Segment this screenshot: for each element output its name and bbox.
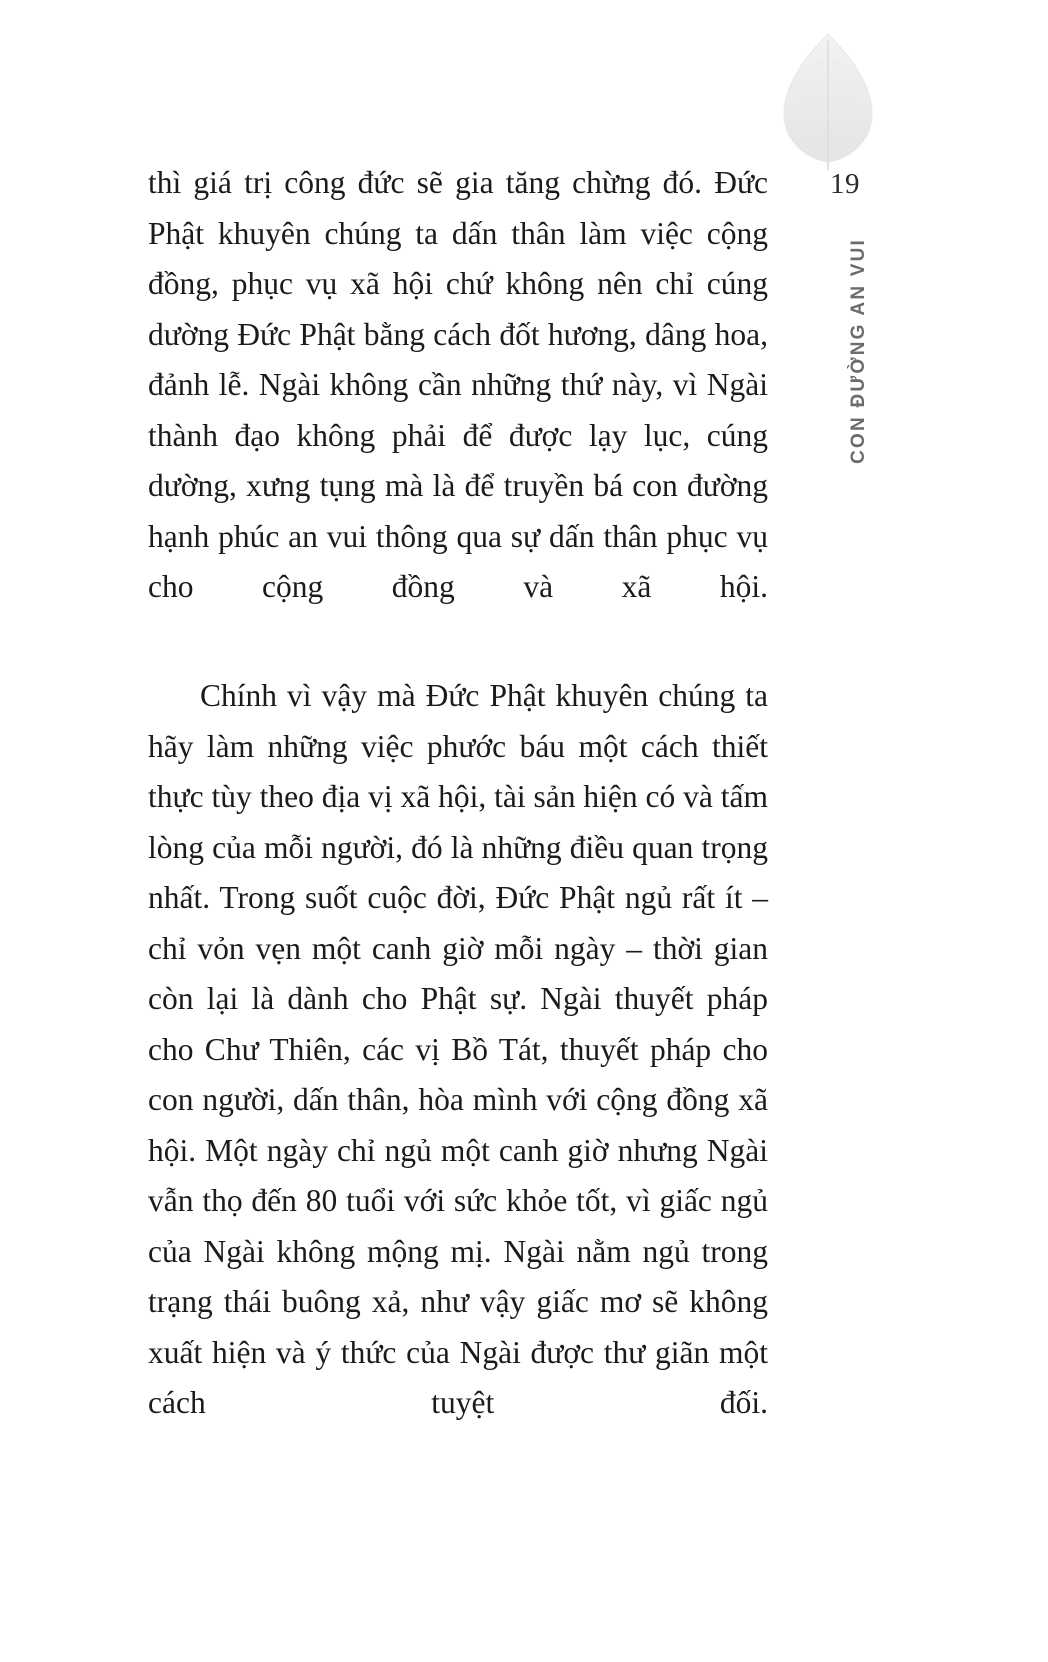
page-number: 19: [830, 168, 860, 200]
paragraph: Chính vì vậy mà Đức Phật khuyên chúng ta hãy làm những việc phước báu một cách thiết thực tùy theo địa vị xã hội, tài sản hiện có và tấm lòng của mỗi người, đó là những điều quan trọng nhất. Trong suốt cuộc đời, Đức Phật ngủ rất ít – chỉ vỏn vẹn một canh giờ mỗi ngày – thời gian còn lại là dành cho Phật sự. Ngài thuyết pháp cho Chư Thiên, các vị Bồ Tát, thuyết pháp cho con người, dấn thân, hòa mình với cộng đồng xã hội. Một ngày chỉ ngủ một canh giờ nhưng Ngài vẫn thọ đến 80 tuổi với sức khỏe tốt, vì giấc ngủ của Ngài không mộng mị. Ngài nằm ngủ trong trạng thái buông xả, như vậy giấc mơ sẽ không xuất hiện và ý thức của Ngài được thư giãn một cách tuyệt đối.: [148, 678, 768, 1420]
body-text: [148, 158, 768, 1479]
paragraph: thì giá trị công đức sẽ gia tăng chừng đó. Đức Phật khuyên chúng ta dấn thân làm việc cộng đồng, phục vụ xã hội chứ không nên chỉ cúng dường Đức Phật bằng cách đốt hương, dâng hoa, đảnh lễ. Ngài không cần những thứ này, vì Ngài thành đạo không phải để được lạy lục, cúng dường, xưng tụng mà là để truyền bá con đường hạnh phúc an vui thông qua sự dấn thân phục vụ cho cộng đồng và xã hội.: [148, 165, 768, 604]
bodhi-leaf-icon: [768, 30, 888, 170]
running-head: CON ĐƯỜNG AN VUI: [848, 238, 869, 464]
